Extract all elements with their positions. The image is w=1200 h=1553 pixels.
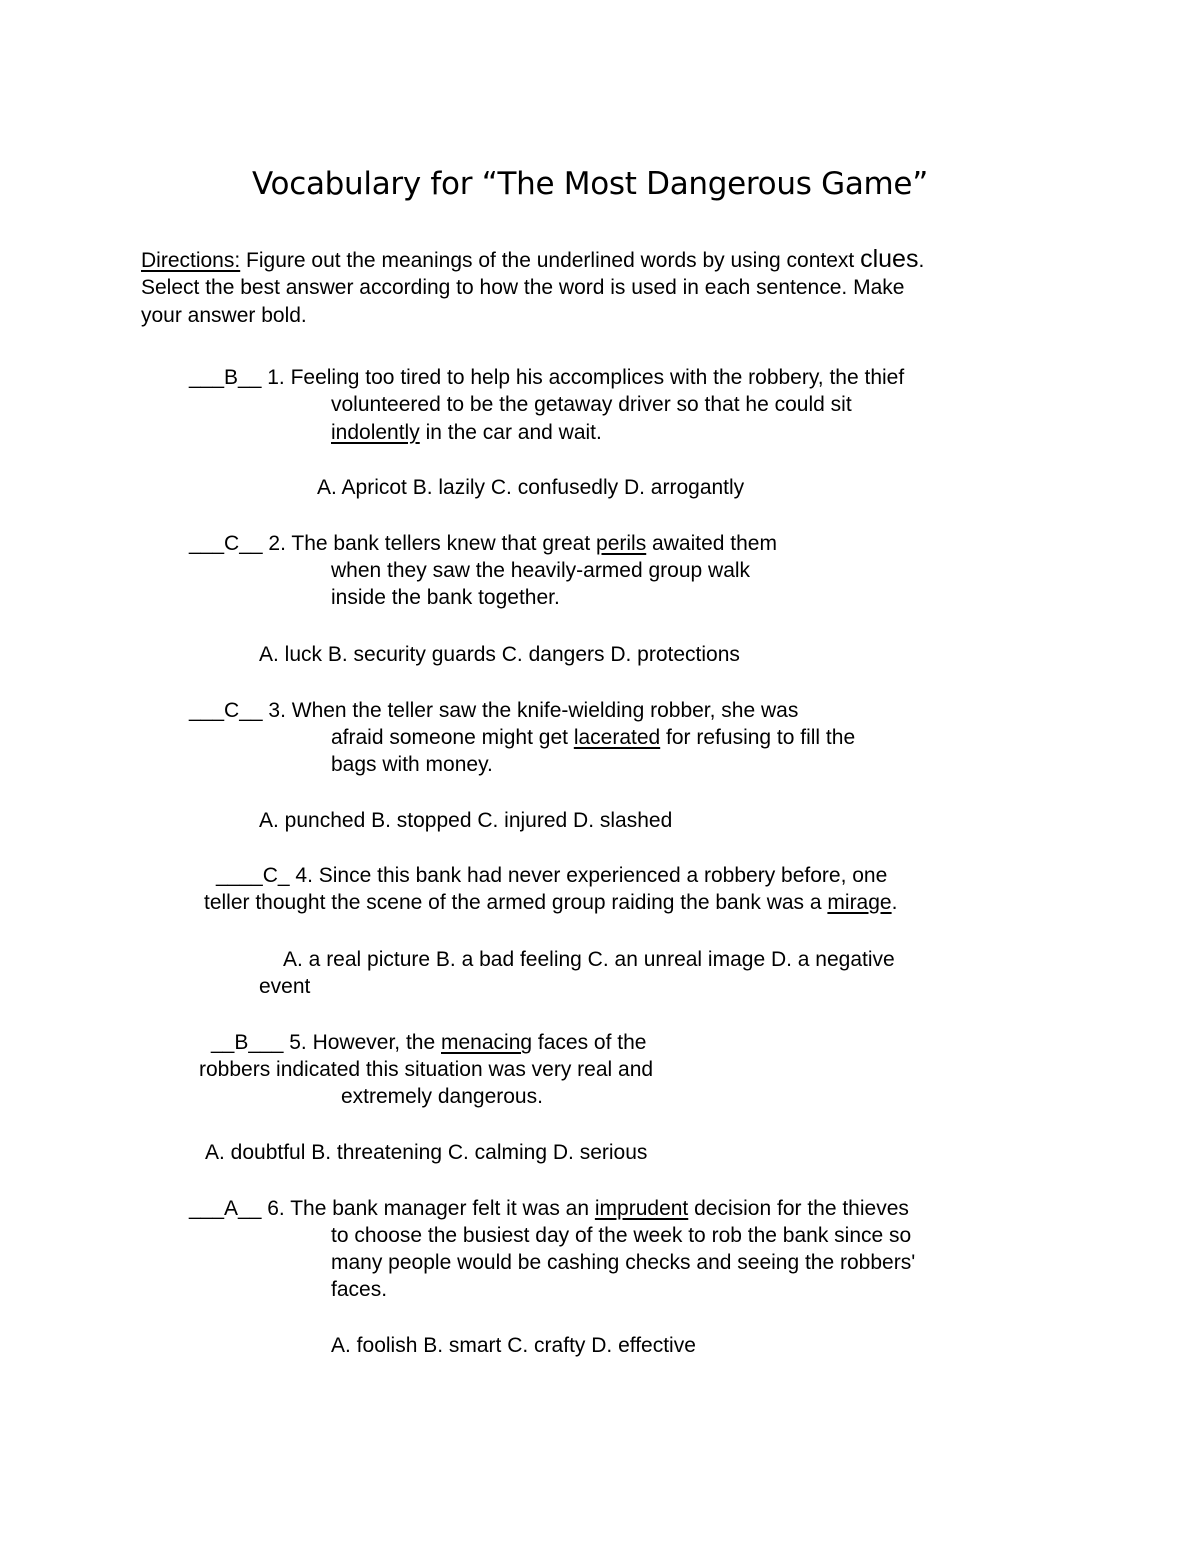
page-title: Vocabulary for “The Most Dangerous Game” (252, 166, 928, 202)
question-2-line-3: inside the bank together. (331, 586, 560, 609)
question-6-line-4: faces. (331, 1278, 388, 1301)
vocab-word-indolently: indolently (331, 421, 420, 444)
vocab-word-mirage: mirage (827, 891, 892, 914)
directions-line-3: your answer bold. (141, 304, 307, 327)
question-4-line-2-tail: . (891, 891, 898, 914)
question-5-head-text: __B___ 5. However, the (211, 1031, 441, 1054)
question-1-line-2: volunteered to be the getaway driver so that he could sit (331, 393, 852, 416)
question-5-line-2: robbers indicated this situation was very real and (199, 1058, 654, 1081)
clues-word: clues (860, 245, 919, 273)
question-6-line-2: to choose the busiest day of the week to rob the bank since so (331, 1224, 912, 1247)
question-4-options-line-1: A. a real picture B. a bad feeling C. an unreal image D. a negative (283, 948, 895, 971)
question-1-line-3 (331, 419, 602, 446)
question-2-line-2: when they saw the heavily-armed group walk (331, 559, 751, 582)
question-5-head (211, 1029, 646, 1056)
question-4-line-2 (204, 889, 897, 916)
question-5-line-3: extremely dangerous. (341, 1085, 543, 1108)
question-5-options: A. doubtful B. threatening C. calming D. serious (205, 1141, 648, 1164)
question-3-line-3: bags with money. (331, 753, 493, 776)
directions-label: Directions: (141, 249, 241, 272)
question-4-head: ____C_ 4. Since this bank had never experienced a robbery before, one (216, 864, 888, 887)
vocab-word-lacerated: lacerated (573, 726, 661, 749)
question-2-options: A. luck B. security guards C. dangers D. protections (259, 643, 740, 666)
question-6-options: A. foolish B. smart C. crafty D. effective (331, 1334, 696, 1357)
vocab-word-perils: perils (596, 532, 647, 555)
question-3-head: ___C__ 3. When the teller saw the knife-wielding robber, she was (189, 699, 799, 722)
question-4-options-line-2: event (259, 975, 311, 998)
question-3-line-2-tail: for refusing to fill the (660, 726, 856, 749)
directions-line-1 (141, 246, 924, 274)
question-3-line-2-text: afraid someone might get (331, 726, 574, 749)
question-2-head-tail: awaited them (646, 532, 777, 555)
question-6-head-text: ___A__ 6. The bank manager felt it was an (189, 1197, 595, 1220)
directions-text: Figure out the meanings of the underlined words by using context (240, 249, 861, 272)
question-3-options: A. punched B. stopped C. injured D. slashed (259, 809, 673, 832)
question-6-head-tail: decision for the thieves (688, 1197, 909, 1220)
question-5-head-tail: faces of the (532, 1031, 647, 1054)
vocab-word-imprudent: imprudent (594, 1197, 689, 1220)
directions-period: . (918, 249, 925, 272)
question-1-line-3-text: in the car and wait. (419, 421, 602, 444)
question-2-head-text: ___C__ 2. The bank tellers knew that great (189, 532, 597, 555)
question-4-line-2-text: teller thought the scene of the armed group raiding the bank was a (204, 891, 828, 914)
question-2-head (189, 530, 777, 557)
directions-line-2: Select the best answer according to how the word is used in each sentence. Make (141, 276, 905, 299)
question-1-head: ___B__ 1. Feeling too tired to help his accomplices with the robbery, the thief (189, 366, 905, 389)
question-6-head (189, 1195, 909, 1222)
vocab-word-menacing: menacing (441, 1031, 533, 1054)
question-3-line-2 (331, 724, 855, 751)
question-1-options: A. Apricot B. lazily C. confusedly D. arrogantly (317, 476, 745, 499)
question-6-line-3: many people would be cashing checks and seeing the robbers' (331, 1251, 916, 1274)
